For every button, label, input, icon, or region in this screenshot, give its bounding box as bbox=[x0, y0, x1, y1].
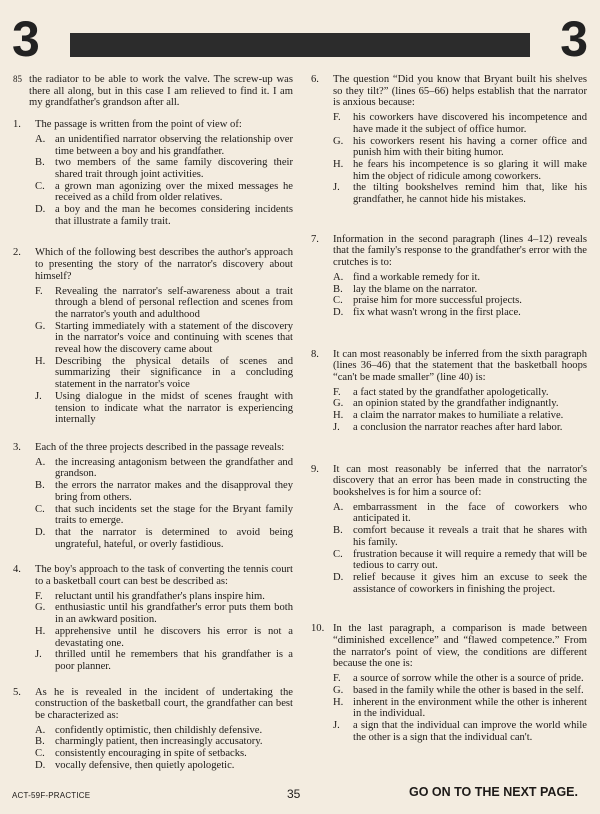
question-number: 1. bbox=[13, 119, 21, 131]
option-text: vocally defensive, then quietly apologetic. bbox=[55, 759, 235, 771]
option-text: his coworkers resent his having a corner office and punish him with their biting humor. bbox=[353, 135, 587, 159]
question-number: 4. bbox=[13, 564, 21, 576]
question-stem: Which of the following best describes the author's approach to presenting the story of the narrator's discovery about himself? bbox=[35, 247, 293, 282]
question-stem: Information in the second paragraph (lines 4–12) reveals that the family's response to the grandfather's error with the crutches is to: bbox=[333, 233, 587, 269]
option-text: thrilled until he remembers that his grandfather is a poor planner. bbox=[55, 649, 293, 672]
option-text: confidently optimistic, then childishly defensive. bbox=[55, 724, 263, 736]
passage-continuation bbox=[13, 74, 293, 109]
option-letter: J. bbox=[333, 421, 340, 433]
option-text: that the narrator is determined to avoid being ungrateful, hateful, or overly fastidious. bbox=[55, 526, 293, 550]
answer-option[interactable] bbox=[35, 204, 293, 227]
option-text: reluctant until his grandfather's plans inspire him. bbox=[55, 590, 265, 602]
option-text: a claim the narrator makes to humiliate a relative. bbox=[353, 410, 564, 422]
option-letter: G. bbox=[35, 602, 46, 614]
answer-option[interactable] bbox=[35, 181, 293, 204]
question bbox=[311, 349, 587, 434]
answer-option[interactable] bbox=[333, 387, 587, 399]
option-text: the increasing antagonism between the grandfather and grandson. bbox=[55, 456, 293, 480]
question bbox=[13, 442, 293, 550]
option-letter: B. bbox=[35, 157, 45, 169]
option-letter: B. bbox=[35, 480, 45, 492]
question bbox=[13, 687, 293, 772]
left-column bbox=[13, 74, 293, 772]
answer-option[interactable] bbox=[333, 720, 587, 743]
option-letter: J. bbox=[35, 390, 42, 402]
question-number: 9. bbox=[311, 463, 319, 475]
option-text: two members of the same family discovering their shared trait through joint activities. bbox=[55, 157, 293, 180]
option-text: a boy and the man he becomes considering incidents that illustrate a family trait. bbox=[55, 204, 293, 227]
answer-option[interactable] bbox=[333, 673, 587, 685]
option-text: based in the family while the other is based in the self. bbox=[353, 684, 584, 696]
line-number: 85 bbox=[13, 74, 22, 84]
section-number-right: 3 bbox=[560, 11, 588, 67]
question-number: 3. bbox=[13, 441, 21, 453]
header-bar bbox=[70, 33, 530, 57]
option-text: the errors the narrator makes and the disapproval they bring from others. bbox=[55, 480, 293, 503]
option-letter: A. bbox=[333, 501, 344, 513]
question bbox=[311, 74, 587, 206]
option-letter: D. bbox=[333, 571, 344, 583]
next-page-label: GO ON TO THE NEXT PAGE. bbox=[408, 785, 578, 799]
option-letter: G. bbox=[333, 398, 344, 410]
answer-option[interactable] bbox=[35, 457, 293, 480]
option-letter: D. bbox=[35, 526, 46, 538]
option-letter: A. bbox=[35, 133, 46, 145]
answer-option[interactable] bbox=[35, 725, 293, 737]
option-text: charmingly patient, then increasingly accusatory. bbox=[55, 736, 263, 748]
option-letter: J. bbox=[35, 649, 42, 661]
question-number: 5. bbox=[13, 686, 21, 698]
answer-option[interactable] bbox=[35, 649, 293, 672]
question-stem: As he is revealed in the incident of undertaking the construction of the basketball court, the grandfather can best be characterized as: bbox=[35, 686, 293, 722]
question bbox=[311, 464, 587, 596]
option-text: fix what wasn't wrong in the first place. bbox=[353, 306, 521, 318]
option-text: embarrassment in the face of coworkers who anticipated it. bbox=[353, 501, 587, 525]
answer-option[interactable] bbox=[35, 748, 293, 760]
option-letter: B. bbox=[333, 283, 343, 295]
option-letter: J. bbox=[333, 182, 340, 194]
option-text: praise him for more successful projects. bbox=[353, 295, 522, 307]
answer-option[interactable] bbox=[35, 391, 293, 426]
answer-option[interactable] bbox=[333, 422, 587, 434]
question-stem: It can most reasonably be inferred from the sixth paragraph (lines 36–46) that the statement that the basketball hoops “can't be made smaller” (line 40) is: bbox=[333, 348, 587, 384]
option-text: Describing the physical details of scenes and summarizing their significance in a concluding statement in the narrator's voice bbox=[55, 355, 293, 391]
section-header bbox=[0, 0, 600, 70]
answer-option[interactable] bbox=[35, 134, 293, 157]
option-letter: A. bbox=[35, 724, 46, 736]
left-question-list bbox=[13, 119, 293, 771]
option-letter: C. bbox=[35, 180, 45, 192]
option-text: that such incidents set the stage for the Bryant family traits to emerge. bbox=[55, 503, 293, 527]
option-letter: F. bbox=[35, 590, 43, 602]
option-letter: C. bbox=[35, 503, 45, 515]
option-letter: F. bbox=[333, 673, 341, 685]
option-letter: F. bbox=[333, 386, 341, 398]
answer-option[interactable] bbox=[35, 286, 293, 321]
answer-option[interactable] bbox=[333, 549, 587, 572]
answer-option[interactable] bbox=[333, 398, 587, 410]
option-letter: F. bbox=[333, 112, 341, 124]
option-text: apprehensive until he discovers his error is not a devastating one. bbox=[55, 625, 293, 649]
answer-option[interactable] bbox=[333, 685, 587, 697]
answer-option[interactable] bbox=[333, 307, 587, 319]
page-number: 35 bbox=[287, 787, 301, 801]
option-letter: G. bbox=[333, 684, 344, 696]
option-text: a grown man agonizing over the mixed messages he received as a child from older relatives. bbox=[55, 180, 293, 204]
option-text: Revealing the narrator's self-awareness about a trait through a blend of personal reflection and scenes from the narrator's youth and adulthood bbox=[55, 285, 293, 320]
answer-option[interactable] bbox=[35, 504, 293, 527]
option-letter: G. bbox=[35, 320, 46, 332]
question-number: 2. bbox=[13, 247, 21, 259]
answer-option[interactable] bbox=[35, 480, 293, 503]
answer-option[interactable] bbox=[35, 157, 293, 180]
option-letter: H. bbox=[35, 625, 46, 637]
option-text: Using dialogue in the midst of scenes fraught with tension to indicate what the narrator is experiencing internally bbox=[55, 390, 293, 426]
question-stem: The passage is written from the point of view of: bbox=[35, 119, 242, 131]
answer-option[interactable] bbox=[35, 736, 293, 748]
option-text: the tilting bookshelves remind him that, like his grandfather, he cannot hide his mistakes. bbox=[353, 182, 587, 206]
right-column bbox=[311, 74, 587, 743]
question-stem: The question “Did you know that Bryant built his shelves so they tilt?” (lines 65–66) helps establish that the narrator is anxious because: bbox=[333, 74, 587, 109]
answer-option[interactable] bbox=[35, 321, 293, 356]
test-code: ACT-59F-PRACTICE bbox=[12, 791, 91, 800]
option-letter: C. bbox=[333, 548, 343, 560]
question-number: 7. bbox=[311, 233, 319, 245]
answer-option[interactable] bbox=[35, 591, 293, 603]
section-number-left: 3 bbox=[12, 11, 40, 67]
answer-option[interactable] bbox=[333, 525, 587, 548]
option-text: find a workable remedy for it. bbox=[353, 271, 481, 283]
option-letter: F. bbox=[35, 285, 43, 297]
answer-option[interactable] bbox=[35, 760, 293, 772]
option-text: he fears his incompetence is so glaring it will make him the object of ridicule among coworkers. bbox=[353, 158, 587, 182]
option-text: a sign that the individual can improve the world while the other is a sign that the individual can't. bbox=[353, 719, 587, 743]
option-letter: C. bbox=[35, 748, 45, 760]
option-text: a source of sorrow while the other is a source of pride. bbox=[353, 673, 584, 685]
answer-option[interactable] bbox=[333, 159, 587, 182]
right-question-list bbox=[311, 74, 587, 743]
option-text: relief because it gives him an excuse to seek the assistance of coworkers in finishing the project. bbox=[353, 571, 587, 595]
question bbox=[13, 119, 293, 227]
option-text: consistently encouraging in spite of setbacks. bbox=[55, 748, 247, 760]
answer-option[interactable] bbox=[35, 527, 293, 550]
option-letter: H. bbox=[333, 410, 344, 422]
option-letter: H. bbox=[333, 158, 344, 170]
option-letter: H. bbox=[333, 696, 344, 708]
option-text: an unidentified narrator observing the relationship over time between a boy and his grandfather. bbox=[55, 133, 293, 157]
option-text: a conclusion the narrator reaches after hard labor. bbox=[353, 421, 563, 433]
option-letter: D. bbox=[35, 759, 46, 771]
question-number: 8. bbox=[311, 348, 319, 360]
option-text: frustration because it will require a remedy that will be tedious to carry out. bbox=[353, 548, 587, 572]
answer-option[interactable] bbox=[333, 410, 587, 422]
option-letter: B. bbox=[35, 736, 45, 748]
question-stem: In the last paragraph, a comparison is made between “diminished excellence” and “flawed competence.” From the narrator's point of view, the conditions are different because the one is: bbox=[333, 623, 587, 670]
answer-option[interactable] bbox=[333, 295, 587, 307]
answer-option[interactable] bbox=[333, 572, 587, 595]
answer-option[interactable] bbox=[35, 626, 293, 649]
answer-option[interactable] bbox=[333, 182, 587, 205]
answer-option[interactable] bbox=[333, 697, 587, 720]
page-footer bbox=[0, 783, 600, 807]
option-letter: B. bbox=[333, 525, 343, 537]
option-letter: J. bbox=[333, 719, 340, 731]
answer-option[interactable] bbox=[333, 284, 587, 296]
option-text: his coworkers have discovered his incompetence and have made it the subject of office humor. bbox=[353, 112, 587, 135]
question-stem: The boy's approach to the task of converting the tennis court to a basketball court can best be described as: bbox=[35, 564, 293, 588]
question bbox=[311, 234, 587, 319]
option-letter: H. bbox=[35, 355, 46, 367]
option-text: an opinion stated by the grandfather indignantly. bbox=[353, 398, 559, 410]
continuation-text: the radiator to be able to work the valve. The screw-up was there all along, but in this case I am relieved to find it. I am my grandfather's grandson after all. bbox=[29, 74, 293, 109]
option-letter: C. bbox=[333, 295, 343, 307]
question-stem: Each of the three projects described in the passage reveals: bbox=[35, 441, 285, 453]
question-stem: It can most reasonably be inferred that the narrator's discovery that an error has been made in constructing the bookshelves is for him a source of: bbox=[333, 463, 587, 498]
question bbox=[13, 564, 293, 672]
question bbox=[13, 247, 293, 426]
option-text: Starting immediately with a statement of the discovery in the narrator's voice and continuing with scenes that reveal how the discovery came about bbox=[55, 320, 293, 356]
question-number: 10. bbox=[311, 623, 325, 635]
option-text: comfort because it reveals a trait that he shares with his family. bbox=[353, 525, 587, 548]
option-text: a fact stated by the grandfather apologetically. bbox=[353, 386, 549, 398]
question bbox=[311, 623, 587, 743]
option-letter: D. bbox=[35, 204, 46, 216]
option-letter: A. bbox=[333, 271, 344, 283]
answer-option[interactable] bbox=[333, 272, 587, 284]
answer-option[interactable] bbox=[333, 112, 587, 135]
answer-option[interactable] bbox=[35, 602, 293, 625]
option-text: enthusiastic until his grandfather's error puts them both in an awkward position. bbox=[55, 602, 293, 626]
answer-option[interactable] bbox=[333, 136, 587, 159]
option-text: inherent in the environment while the other is inherent in the individual. bbox=[353, 696, 587, 720]
option-letter: D. bbox=[333, 306, 344, 318]
option-letter: G. bbox=[333, 135, 344, 147]
option-letter: A. bbox=[35, 456, 46, 468]
answer-option[interactable] bbox=[35, 356, 293, 391]
option-text: lay the blame on the narrator. bbox=[353, 283, 478, 295]
answer-option[interactable] bbox=[333, 502, 587, 525]
question-number: 6. bbox=[311, 74, 319, 85]
